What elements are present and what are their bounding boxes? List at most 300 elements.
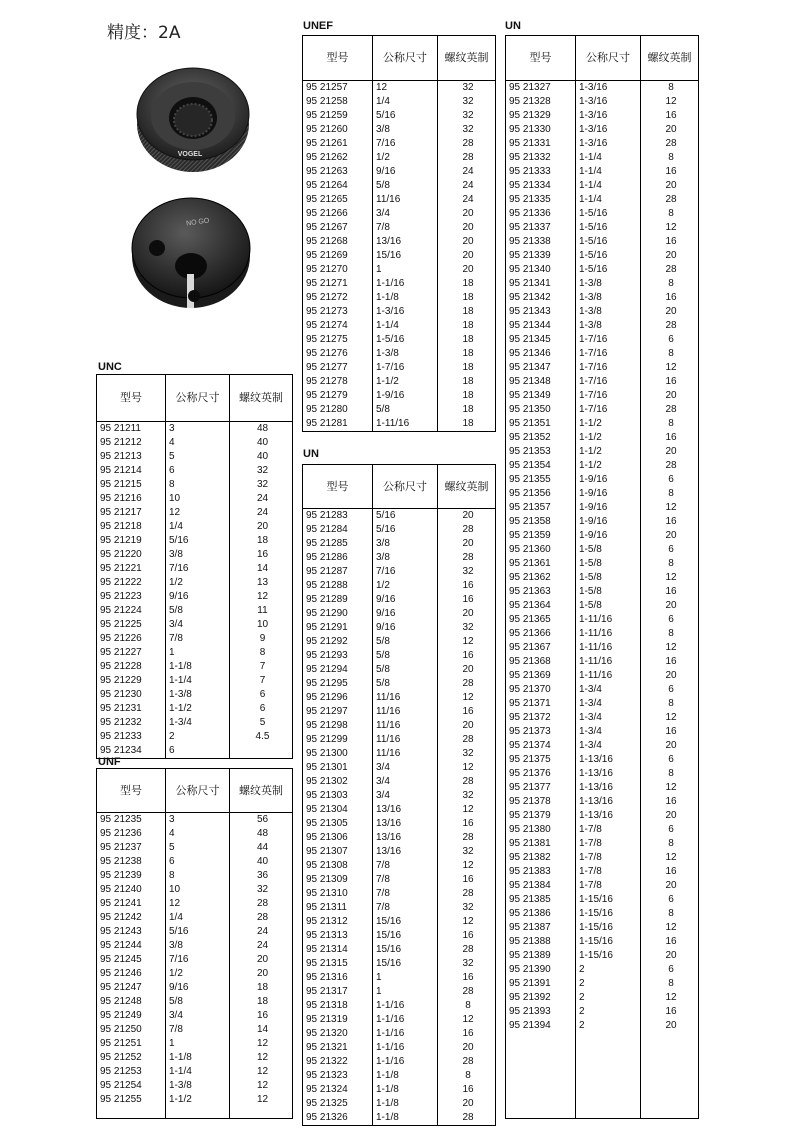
cell-tpi: 20 bbox=[438, 1097, 496, 1111]
cell-tpi: 8 bbox=[641, 277, 699, 291]
table-row bbox=[303, 719, 496, 733]
cell-size: 9/16 bbox=[166, 981, 230, 995]
cell-tpi: 28 bbox=[438, 151, 496, 165]
table-row bbox=[506, 781, 699, 795]
table-row bbox=[506, 1019, 699, 1033]
cell-tpi: 8 bbox=[641, 81, 699, 96]
table-row bbox=[303, 803, 496, 817]
cell-tpi: 12 bbox=[438, 915, 496, 929]
cell-tpi: 12 bbox=[641, 851, 699, 865]
unef-table bbox=[302, 35, 496, 432]
cell-tpi: 12 bbox=[438, 803, 496, 817]
cell-model: 95 21312 bbox=[303, 915, 373, 929]
table-row bbox=[97, 506, 293, 520]
cell-model: 95 21245 bbox=[97, 953, 166, 967]
cell-tpi: 12 bbox=[641, 991, 699, 1005]
cell-tpi: 36 bbox=[230, 869, 293, 883]
cell-tpi: 8 bbox=[641, 347, 699, 361]
table-row bbox=[506, 865, 699, 879]
cell-model: 95 21239 bbox=[97, 869, 166, 883]
cell-tpi: 28 bbox=[641, 459, 699, 473]
cell-model: 95 21251 bbox=[97, 1037, 166, 1051]
cell-tpi: 12 bbox=[641, 361, 699, 375]
cell-size: 7/8 bbox=[373, 859, 438, 873]
table-row bbox=[97, 730, 293, 744]
table-row bbox=[303, 347, 496, 361]
cell-model: 95 21363 bbox=[506, 585, 576, 599]
cell-tpi: 20 bbox=[438, 1041, 496, 1055]
cell-model: 95 21302 bbox=[303, 775, 373, 789]
cell-model: 95 21338 bbox=[506, 235, 576, 249]
cell-tpi: 20 bbox=[641, 389, 699, 403]
cell-tpi: 16 bbox=[641, 585, 699, 599]
cell-size: 1-13/16 bbox=[576, 795, 641, 809]
cell-model: 95 21261 bbox=[303, 137, 373, 151]
cell-model: 95 21343 bbox=[506, 305, 576, 319]
cell-model: 95 21319 bbox=[303, 1013, 373, 1027]
table-row bbox=[506, 81, 699, 96]
cell-tpi: 20 bbox=[438, 509, 496, 524]
cell-size: 5 bbox=[166, 841, 230, 855]
cell-size: 1-9/16 bbox=[576, 473, 641, 487]
cell-tpi: 28 bbox=[438, 985, 496, 999]
cell-model: 95 21379 bbox=[506, 809, 576, 823]
col-size: 公称尺寸 bbox=[166, 769, 230, 813]
cell-model: 95 21340 bbox=[506, 263, 576, 277]
cell-model: 95 21387 bbox=[506, 921, 576, 935]
table-row bbox=[506, 655, 699, 669]
table-row bbox=[506, 221, 699, 235]
table-row bbox=[506, 375, 699, 389]
table-row bbox=[303, 551, 496, 565]
cell-size: 1-15/16 bbox=[576, 935, 641, 949]
table-row bbox=[303, 291, 496, 305]
col-size: 公称尺寸 bbox=[373, 36, 438, 81]
table-row bbox=[97, 897, 293, 911]
cell-tpi: 14 bbox=[230, 562, 293, 576]
table-row bbox=[506, 571, 699, 585]
cell-tpi: 24 bbox=[230, 492, 293, 506]
table-row bbox=[97, 953, 293, 967]
table-row bbox=[97, 995, 293, 1009]
cell-size: 5/8 bbox=[373, 677, 438, 691]
cell-tpi: 13 bbox=[230, 576, 293, 590]
cell-tpi: 28 bbox=[641, 319, 699, 333]
cell-tpi: 20 bbox=[641, 599, 699, 613]
cell-tpi: 32 bbox=[438, 901, 496, 915]
cell-size: 1 bbox=[373, 263, 438, 277]
cell-size: 15/16 bbox=[373, 929, 438, 943]
cell-model: 95 21307 bbox=[303, 845, 373, 859]
table-row bbox=[506, 515, 699, 529]
table-row bbox=[303, 887, 496, 901]
col-tpi: 螺纹英制 bbox=[230, 769, 293, 813]
cell-tpi: 8 bbox=[641, 627, 699, 641]
table-row bbox=[303, 831, 496, 845]
cell-tpi: 32 bbox=[438, 845, 496, 859]
table-row bbox=[97, 1037, 293, 1051]
table-filler-row bbox=[506, 1033, 699, 1119]
table-row bbox=[303, 1013, 496, 1027]
cell-size: 1-1/2 bbox=[576, 445, 641, 459]
cell-size: 2 bbox=[576, 991, 641, 1005]
table-row bbox=[97, 939, 293, 953]
table-row bbox=[506, 193, 699, 207]
gauge-brand-text: VOGEL bbox=[177, 151, 203, 158]
cell-size: 1-5/8 bbox=[576, 543, 641, 557]
cell-size: 5/16 bbox=[373, 509, 438, 524]
cell-size: 1 bbox=[373, 985, 438, 999]
cell-model: 95 21294 bbox=[303, 663, 373, 677]
cell-size: 1-1/2 bbox=[373, 375, 438, 389]
un-middle-title: UN bbox=[303, 448, 319, 460]
nogo-ring-gauge-image bbox=[128, 190, 254, 312]
table-row bbox=[506, 459, 699, 473]
empty-cell bbox=[97, 1107, 166, 1119]
cell-model: 95 21313 bbox=[303, 929, 373, 943]
cell-tpi: 20 bbox=[641, 305, 699, 319]
table-row bbox=[303, 915, 496, 929]
table-row bbox=[303, 789, 496, 803]
cell-model: 95 21317 bbox=[303, 985, 373, 999]
cell-tpi: 24 bbox=[438, 193, 496, 207]
cell-size: 1-11/16 bbox=[576, 627, 641, 641]
table-row bbox=[97, 855, 293, 869]
table-row bbox=[303, 207, 496, 221]
cell-model: 95 21289 bbox=[303, 593, 373, 607]
cell-model: 95 21311 bbox=[303, 901, 373, 915]
cell-size: 1/2 bbox=[373, 579, 438, 593]
cell-tpi: 20 bbox=[641, 1019, 699, 1033]
cell-model: 95 21270 bbox=[303, 263, 373, 277]
table-row bbox=[506, 389, 699, 403]
cell-size: 1-1/4 bbox=[576, 165, 641, 179]
cell-tpi: 28 bbox=[438, 677, 496, 691]
cell-tpi: 20 bbox=[641, 249, 699, 263]
col-model: 型号 bbox=[303, 465, 373, 509]
cell-size: 9/16 bbox=[373, 593, 438, 607]
cell-model: 95 21222 bbox=[97, 576, 166, 590]
cell-size: 1-7/16 bbox=[576, 389, 641, 403]
table-row bbox=[97, 464, 293, 478]
cell-tpi: 6 bbox=[641, 543, 699, 557]
cell-size: 1-1/8 bbox=[166, 660, 230, 674]
table-row bbox=[303, 417, 496, 432]
cell-tpi: 12 bbox=[641, 641, 699, 655]
table-row bbox=[506, 291, 699, 305]
table-row bbox=[506, 235, 699, 249]
cell-size: 1-15/16 bbox=[576, 893, 641, 907]
cell-size: 13/16 bbox=[373, 235, 438, 249]
cell-tpi: 8 bbox=[438, 999, 496, 1013]
cell-model: 95 21378 bbox=[506, 795, 576, 809]
cell-model: 95 21274 bbox=[303, 319, 373, 333]
table-row bbox=[506, 921, 699, 935]
table-row bbox=[97, 925, 293, 939]
table-row bbox=[506, 641, 699, 655]
cell-size: 15/16 bbox=[373, 915, 438, 929]
cell-tpi: 20 bbox=[641, 445, 699, 459]
cell-model: 95 21331 bbox=[506, 137, 576, 151]
cell-model: 95 21215 bbox=[97, 478, 166, 492]
cell-model: 95 21217 bbox=[97, 506, 166, 520]
table-row bbox=[506, 487, 699, 501]
cell-size: 1-3/8 bbox=[576, 291, 641, 305]
table-row bbox=[506, 207, 699, 221]
table-filler-row bbox=[97, 1107, 293, 1119]
cell-size: 1-1/4 bbox=[166, 674, 230, 688]
table-row bbox=[303, 193, 496, 207]
table-row bbox=[506, 263, 699, 277]
cell-size: 11/16 bbox=[373, 691, 438, 705]
table-row bbox=[506, 543, 699, 557]
cell-tpi: 16 bbox=[438, 649, 496, 663]
table-row bbox=[506, 557, 699, 571]
cell-tpi: 12 bbox=[641, 571, 699, 585]
cell-model: 95 21280 bbox=[303, 403, 373, 417]
cell-size: 5/16 bbox=[373, 109, 438, 123]
cell-size: 12 bbox=[373, 81, 438, 96]
cell-model: 95 21305 bbox=[303, 817, 373, 831]
table-row bbox=[506, 95, 699, 109]
table-row bbox=[303, 957, 496, 971]
cell-model: 95 21246 bbox=[97, 967, 166, 981]
un-middle-table bbox=[302, 464, 496, 1126]
cell-size: 1 bbox=[166, 1037, 230, 1051]
table-row bbox=[506, 627, 699, 641]
table-row bbox=[97, 674, 293, 688]
cell-tpi: 20 bbox=[438, 235, 496, 249]
cell-size: 13/16 bbox=[373, 845, 438, 859]
table-row bbox=[506, 949, 699, 963]
table-row bbox=[303, 333, 496, 347]
cell-size: 1-1/2 bbox=[576, 459, 641, 473]
cell-tpi: 28 bbox=[438, 733, 496, 747]
cell-model: 95 21361 bbox=[506, 557, 576, 571]
cell-tpi: 18 bbox=[438, 389, 496, 403]
cell-size: 1-1/8 bbox=[373, 291, 438, 305]
col-model: 型号 bbox=[303, 36, 373, 81]
table-row bbox=[97, 478, 293, 492]
cell-size: 3/4 bbox=[166, 618, 230, 632]
cell-tpi: 32 bbox=[438, 109, 496, 123]
cell-size: 1-1/8 bbox=[166, 1051, 230, 1065]
cell-tpi: 16 bbox=[438, 971, 496, 985]
cell-size: 10 bbox=[166, 492, 230, 506]
cell-size: 7/8 bbox=[373, 887, 438, 901]
cell-tpi: 44 bbox=[230, 841, 293, 855]
cell-tpi: 28 bbox=[438, 1055, 496, 1069]
cell-model: 95 21216 bbox=[97, 492, 166, 506]
cell-model: 95 21234 bbox=[97, 744, 166, 759]
table-row bbox=[303, 1041, 496, 1055]
cell-size: 7/16 bbox=[373, 565, 438, 579]
cell-model: 95 21236 bbox=[97, 827, 166, 841]
table-row bbox=[303, 621, 496, 635]
un-right-title: UN bbox=[505, 20, 521, 32]
cell-tpi: 32 bbox=[438, 621, 496, 635]
unc-title: UNC bbox=[98, 361, 122, 373]
cell-size: 1-1/16 bbox=[373, 1055, 438, 1069]
cell-size: 1/2 bbox=[373, 151, 438, 165]
cell-size: 5/16 bbox=[166, 534, 230, 548]
table-row bbox=[303, 761, 496, 775]
col-model: 型号 bbox=[97, 769, 166, 813]
cell-model: 95 21288 bbox=[303, 579, 373, 593]
cell-tpi: 32 bbox=[230, 464, 293, 478]
col-model: 型号 bbox=[506, 36, 576, 81]
cell-size: 3/4 bbox=[373, 789, 438, 803]
cell-size: 7/8 bbox=[373, 873, 438, 887]
cell-tpi: 28 bbox=[230, 911, 293, 925]
cell-tpi: 12 bbox=[230, 1065, 293, 1079]
cell-tpi: 8 bbox=[641, 907, 699, 921]
table-row bbox=[303, 649, 496, 663]
cell-size: 5/8 bbox=[373, 635, 438, 649]
table-row bbox=[303, 817, 496, 831]
cell-tpi: 12 bbox=[438, 1013, 496, 1027]
table-row bbox=[303, 677, 496, 691]
cell-tpi: 12 bbox=[230, 1051, 293, 1065]
cell-tpi: 28 bbox=[641, 193, 699, 207]
cell-tpi: 18 bbox=[230, 995, 293, 1009]
table-row bbox=[506, 935, 699, 949]
cell-tpi: 16 bbox=[641, 1005, 699, 1019]
cell-size: 1-1/2 bbox=[166, 702, 230, 716]
cell-size: 1-11/16 bbox=[576, 669, 641, 683]
cell-tpi: 20 bbox=[438, 719, 496, 733]
empty-cell bbox=[230, 1107, 293, 1119]
cell-model: 95 21244 bbox=[97, 939, 166, 953]
table-row bbox=[303, 775, 496, 789]
cell-model: 95 21253 bbox=[97, 1065, 166, 1079]
cell-tpi: 8 bbox=[641, 487, 699, 501]
cell-tpi: 6 bbox=[230, 688, 293, 702]
cell-model: 95 21241 bbox=[97, 897, 166, 911]
cell-model: 95 21368 bbox=[506, 655, 576, 669]
cell-size: 6 bbox=[166, 744, 230, 759]
cell-model: 95 21223 bbox=[97, 590, 166, 604]
cell-model: 95 21252 bbox=[97, 1051, 166, 1065]
table-row bbox=[303, 95, 496, 109]
cell-tpi: 32 bbox=[438, 565, 496, 579]
cell-model: 95 21266 bbox=[303, 207, 373, 221]
table-row bbox=[506, 501, 699, 515]
table-row bbox=[303, 277, 496, 291]
cell-size: 1-11/16 bbox=[373, 417, 438, 432]
cell-model: 95 21358 bbox=[506, 515, 576, 529]
table-row bbox=[97, 1051, 293, 1065]
table-row bbox=[97, 534, 293, 548]
cell-tpi: 16 bbox=[641, 235, 699, 249]
cell-model: 95 21345 bbox=[506, 333, 576, 347]
cell-tpi: 6 bbox=[641, 893, 699, 907]
cell-tpi: 20 bbox=[641, 949, 699, 963]
cell-size: 1-13/16 bbox=[576, 767, 641, 781]
cell-model: 95 21230 bbox=[97, 688, 166, 702]
cell-model: 95 21383 bbox=[506, 865, 576, 879]
cell-model: 95 21271 bbox=[303, 277, 373, 291]
cell-model: 95 21314 bbox=[303, 943, 373, 957]
cell-size: 12 bbox=[166, 897, 230, 911]
cell-tpi: 20 bbox=[230, 520, 293, 534]
cell-model: 95 21212 bbox=[97, 436, 166, 450]
col-size: 公称尺寸 bbox=[166, 375, 230, 422]
cell-model: 95 21316 bbox=[303, 971, 373, 985]
cell-model: 95 21389 bbox=[506, 949, 576, 963]
cell-model: 95 21211 bbox=[97, 422, 166, 437]
cell-tpi: 24 bbox=[438, 165, 496, 179]
cell-model: 95 21392 bbox=[506, 991, 576, 1005]
table-row bbox=[97, 548, 293, 562]
cell-tpi: 12 bbox=[438, 761, 496, 775]
cell-tpi: 16 bbox=[438, 873, 496, 887]
cell-size: 3/8 bbox=[373, 551, 438, 565]
cell-tpi: 16 bbox=[230, 1009, 293, 1023]
cell-tpi bbox=[230, 744, 293, 759]
cell-tpi: 12 bbox=[438, 635, 496, 649]
table-row bbox=[303, 1027, 496, 1041]
cell-size: 13/16 bbox=[373, 817, 438, 831]
cell-size: 5/8 bbox=[373, 663, 438, 677]
table-row bbox=[303, 137, 496, 151]
cell-model: 95 21342 bbox=[506, 291, 576, 305]
table-row bbox=[97, 702, 293, 716]
cell-size: 1-3/16 bbox=[373, 305, 438, 319]
table-row bbox=[506, 669, 699, 683]
cell-model: 95 21287 bbox=[303, 565, 373, 579]
cell-size: 1-3/4 bbox=[576, 739, 641, 753]
table-row bbox=[97, 646, 293, 660]
cell-size: 1-7/16 bbox=[576, 403, 641, 417]
cell-tpi: 40 bbox=[230, 436, 293, 450]
cell-size: 15/16 bbox=[373, 957, 438, 971]
cell-size: 1-15/16 bbox=[576, 907, 641, 921]
cell-size: 1-5/16 bbox=[576, 221, 641, 235]
cell-tpi: 18 bbox=[230, 981, 293, 995]
table-row bbox=[303, 1097, 496, 1111]
table-row bbox=[303, 319, 496, 333]
cell-size: 4 bbox=[166, 436, 230, 450]
table-row bbox=[303, 305, 496, 319]
cell-tpi: 18 bbox=[438, 319, 496, 333]
go-ring-gauge-image bbox=[134, 58, 252, 176]
cell-tpi: 12 bbox=[230, 1079, 293, 1093]
table-row bbox=[506, 137, 699, 151]
cell-tpi: 8 bbox=[641, 207, 699, 221]
cell-model: 95 21390 bbox=[506, 963, 576, 977]
cell-model: 95 21341 bbox=[506, 277, 576, 291]
cell-model: 95 21272 bbox=[303, 291, 373, 305]
table-row bbox=[303, 733, 496, 747]
cell-model: 95 21213 bbox=[97, 450, 166, 464]
cell-model: 95 21325 bbox=[303, 1097, 373, 1111]
cell-tpi: 16 bbox=[641, 109, 699, 123]
cell-size: 1-3/8 bbox=[166, 1079, 230, 1093]
cell-model: 95 21257 bbox=[303, 81, 373, 96]
cell-tpi: 16 bbox=[641, 291, 699, 305]
cell-tpi: 12 bbox=[230, 1093, 293, 1107]
cell-size: 1-3/4 bbox=[166, 716, 230, 730]
cell-size: 10 bbox=[166, 883, 230, 897]
cell-size: 6 bbox=[166, 464, 230, 478]
cell-model: 95 21283 bbox=[303, 509, 373, 524]
cell-size: 1-3/4 bbox=[576, 697, 641, 711]
cell-model: 95 21365 bbox=[506, 613, 576, 627]
table-row bbox=[303, 859, 496, 873]
table-row bbox=[506, 347, 699, 361]
cell-size: 7/16 bbox=[166, 562, 230, 576]
